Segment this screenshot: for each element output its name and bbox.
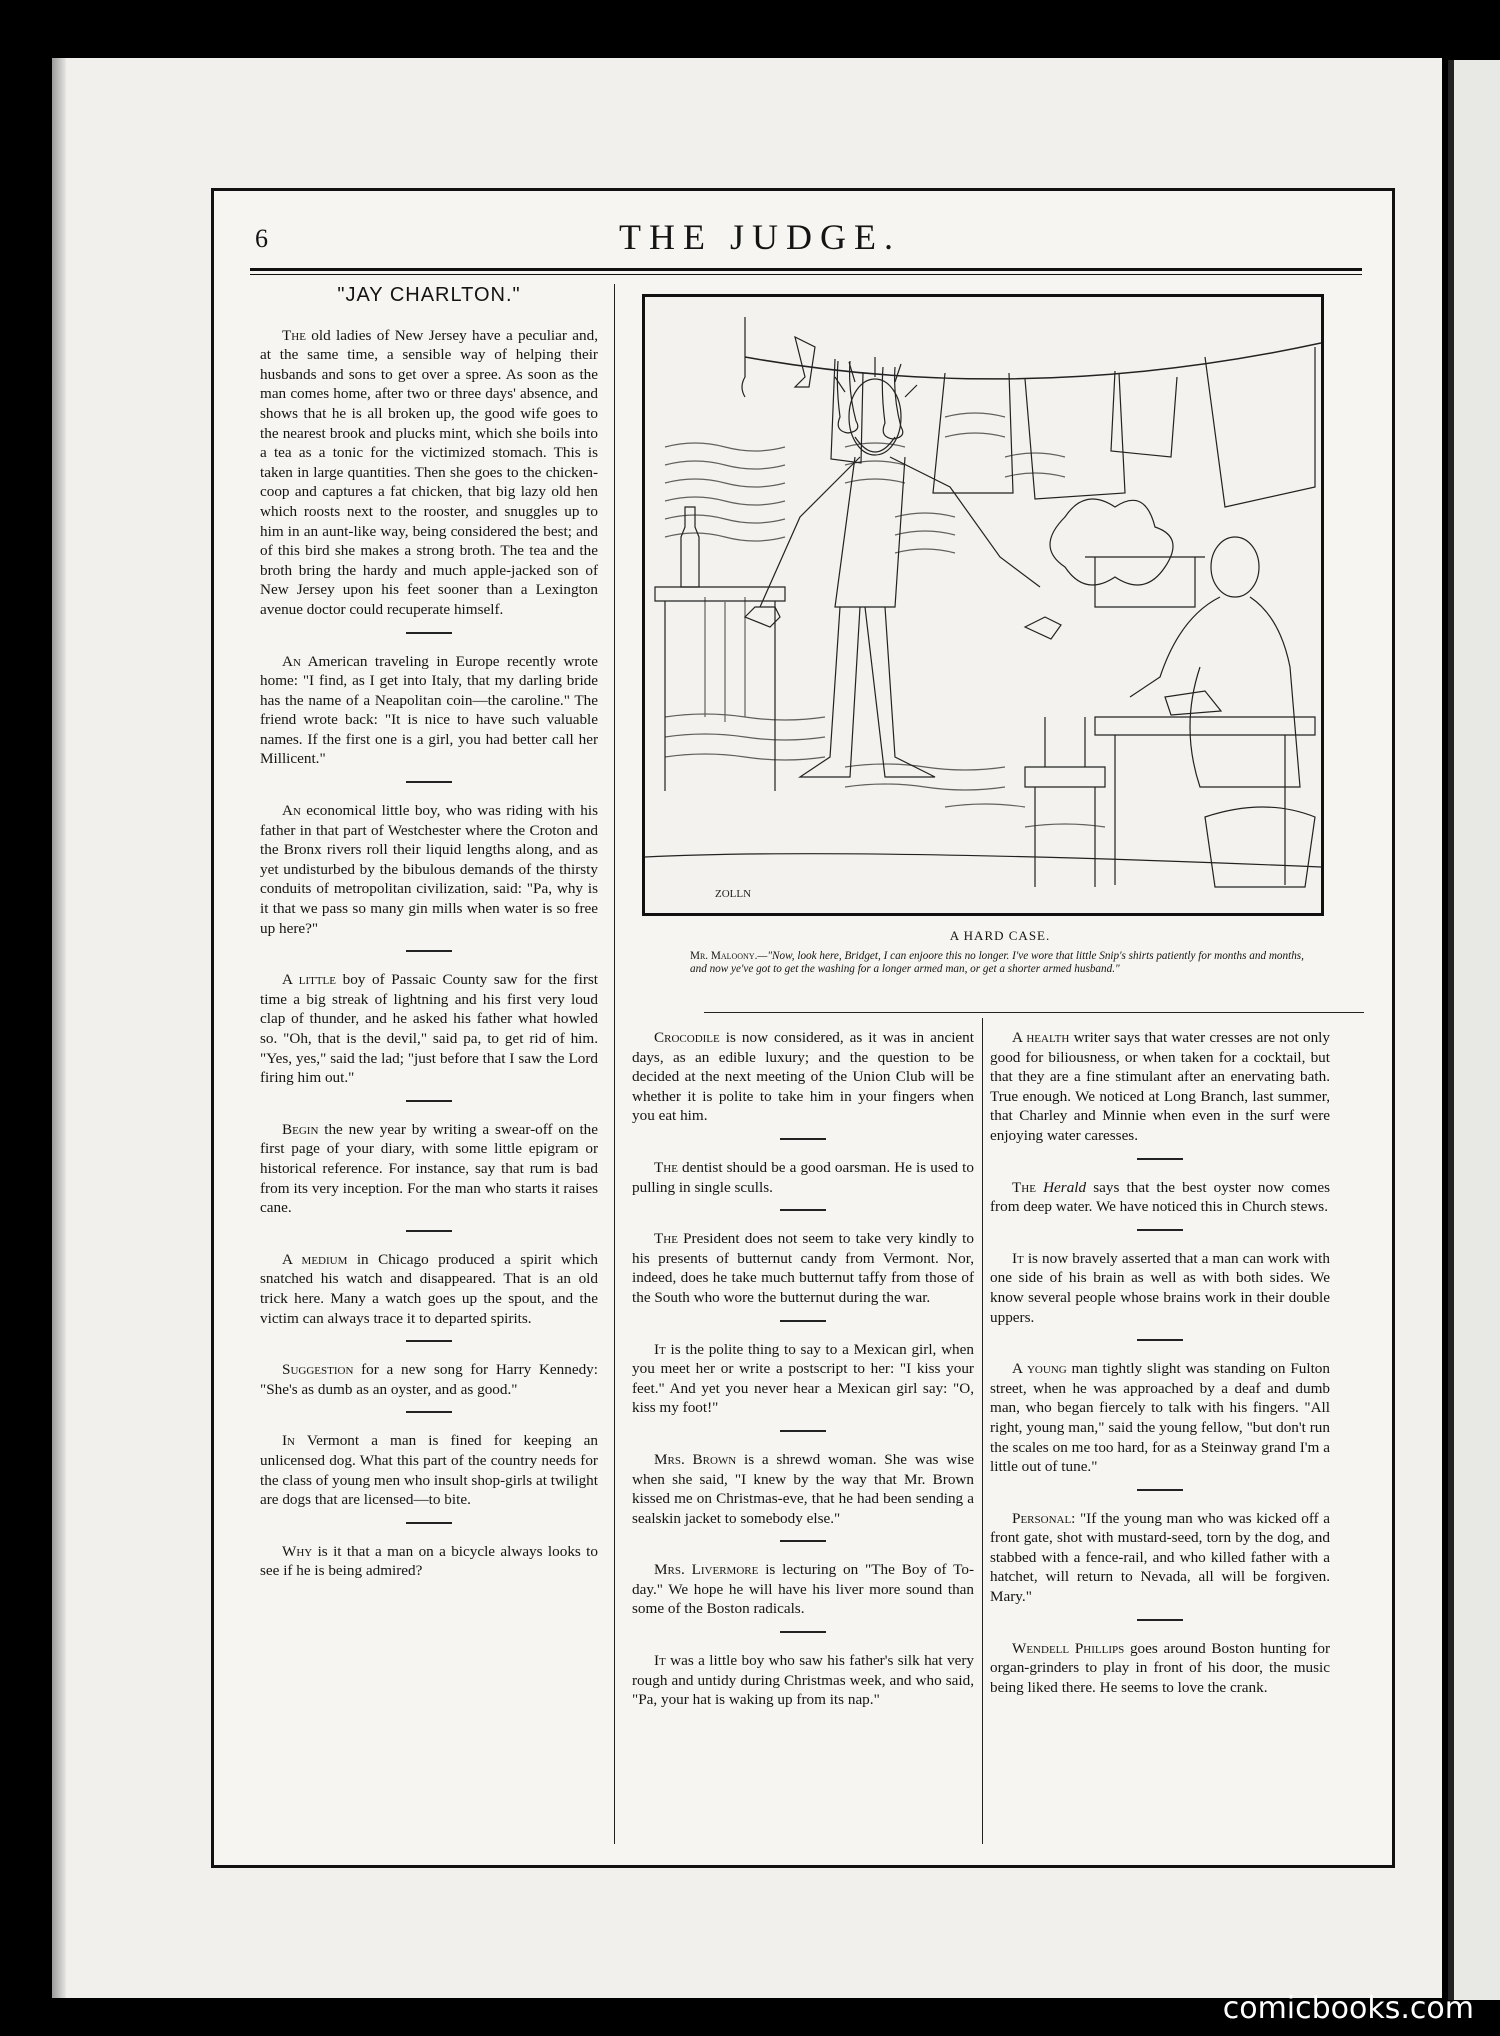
column-1-items bbox=[260, 326, 598, 1581]
article-lead-word: An bbox=[282, 802, 301, 820]
article-text: is lecturing on "The Boy of To-day." We hope he will have his liver more sound than some of the Boston radicals. bbox=[632, 1561, 975, 1618]
article-paragraph bbox=[260, 652, 598, 770]
article-text: writer says that water cresses are not only good for biliousness, or when taken for a cocktail, but that they are a fine stimulant after an enervating bath. True enough. We noticed at Long Branch, last summer, that Charley and Minnie when even in the surf were enjoying water caresses. bbox=[990, 1029, 1330, 1144]
article-paragraph bbox=[990, 1639, 1330, 1698]
article-paragraph bbox=[632, 1340, 974, 1418]
article-italic: Herald bbox=[1043, 1178, 1087, 1196]
article-lead-word: In bbox=[282, 1432, 296, 1450]
cartoon-title: A HARD CASE. bbox=[949, 928, 1051, 943]
article-separator bbox=[406, 632, 452, 634]
masthead-rule bbox=[250, 268, 1362, 271]
article-separator bbox=[1137, 1339, 1183, 1341]
article-separator bbox=[406, 781, 452, 783]
article-paragraph bbox=[632, 1028, 974, 1126]
column-divider-left bbox=[614, 284, 615, 1844]
article-separator bbox=[780, 1320, 826, 1322]
caption-speaker: Mr. Maloony. bbox=[690, 950, 758, 962]
article-lead-word: Personal: bbox=[1012, 1509, 1076, 1527]
article-separator bbox=[406, 1340, 452, 1342]
article-paragraph bbox=[260, 1120, 598, 1218]
article-text: Vermont a man is fined for keeping an unlicensed dog. What this part of the country needs for the class of young men who insult shop-girls at twilight are dogs that are licensed—to bite. bbox=[260, 1432, 598, 1509]
article-text: is a shrewd woman. She was wise when she said, "I knew by the way that Mr. Brown kissed me on Christmas-eve, that he had been sending a sealskin jacket to somebody else." bbox=[632, 1450, 974, 1527]
article-lead-word: A health bbox=[1012, 1029, 1070, 1046]
column-2 bbox=[632, 1028, 974, 1710]
article-lead-word: The bbox=[654, 1230, 678, 1248]
page-number: 6 bbox=[255, 224, 268, 253]
column-3-items bbox=[990, 1028, 1330, 1697]
article-lead-word: A young bbox=[1012, 1360, 1067, 1378]
article-paragraph bbox=[990, 1359, 1330, 1477]
article-separator bbox=[406, 1100, 452, 1102]
masthead-rule-thin bbox=[250, 274, 1362, 275]
article-lead-word: It bbox=[654, 1652, 666, 1670]
article-lead-word: Crocodile bbox=[654, 1029, 720, 1046]
article-lead-word: It bbox=[1012, 1249, 1024, 1267]
article-lead-word: The bbox=[1012, 1178, 1036, 1196]
article-text: for a new song for Harry Kennedy: "She's as dumb as an oyster, and as good." bbox=[260, 1361, 598, 1398]
article-text: dentist should be a good oarsman. He is used to pulling in single sculls. bbox=[632, 1158, 974, 1196]
article-text: is now bravely asserted that a man can work with one side of his brain as well as with both sides. We know several people whose brains work in their double uppers. bbox=[990, 1249, 1330, 1326]
article-lead-word: The bbox=[654, 1158, 678, 1176]
column-divider-right bbox=[982, 1018, 983, 1844]
article-paragraph bbox=[260, 801, 598, 938]
article-separator bbox=[780, 1430, 826, 1432]
article-text: is now considered, as it was in ancient days, as an edible luxury; and the question to be decided at the next meeting of the Union Club will be whether it is polite to take him in your fingers when you eat him. bbox=[632, 1029, 974, 1125]
article-lead-word: It bbox=[654, 1340, 666, 1358]
article-text: is it that a man on a bicycle always looks to see if he is being admired? bbox=[260, 1542, 598, 1580]
article-separator bbox=[1137, 1489, 1183, 1491]
article-text: in Chicago produced a spirit which snatched his watch and disappeared. That is an old trick here. Many a watch goes up the spout, and the victim can always trace it to departed spirits. bbox=[260, 1250, 599, 1327]
article-lead-word: Suggestion bbox=[282, 1361, 354, 1379]
article-lead-word: Why bbox=[282, 1542, 313, 1560]
article-separator bbox=[406, 1522, 452, 1524]
article-text: is the polite thing to say to a Mexican girl, when you meet her or write a postscript to her: "I kiss your feet." And yet you never hear a Mexican girl say: "O, kiss my foot!" bbox=[632, 1340, 974, 1417]
binding-shadow bbox=[52, 58, 66, 1998]
next-page-edge bbox=[1448, 60, 1500, 2000]
cartoon-illustration bbox=[642, 294, 1324, 916]
article-paragraph bbox=[260, 1542, 598, 1581]
article-text: President does not seem to take very kindly to his presents of butternut candy from Vermont. Nor, indeed, does he take much butternut taffy from those of the South who wore the butternut during the war. bbox=[632, 1230, 974, 1306]
article-paragraph bbox=[260, 1431, 598, 1509]
article-text: goes around Boston hunting for organ-grinders to play in front of his door, the music being liked there. He seems to love the crank. bbox=[990, 1639, 1330, 1696]
column-title: "JAY CHARLTON." bbox=[337, 284, 521, 306]
column-1 bbox=[260, 286, 598, 1581]
article-text: says that the best oyster now comes from deep water. We have noticed this in Church stews. bbox=[990, 1178, 1330, 1216]
article-text: was a little boy who saw his father's silk hat very rough and untidy during Christmas week, and who said, "Pa, your hat is waking up from its nap." bbox=[632, 1652, 974, 1709]
article-paragraph bbox=[260, 1360, 598, 1399]
article-separator bbox=[780, 1540, 826, 1542]
article-lead-word: A medium bbox=[282, 1250, 348, 1268]
column-3 bbox=[990, 1028, 1330, 1697]
cartoon-caption bbox=[690, 950, 1320, 976]
article-paragraph bbox=[260, 1250, 598, 1328]
cartoon-signature: ZOLLN bbox=[715, 888, 752, 900]
article-lead-word: Wendell Phillips bbox=[1012, 1639, 1125, 1657]
article-paragraph bbox=[632, 1651, 974, 1710]
article-lead-word: An bbox=[282, 652, 301, 670]
article-separator bbox=[406, 950, 452, 952]
article-paragraph bbox=[990, 1028, 1330, 1146]
article-paragraph bbox=[632, 1229, 974, 1307]
article-separator bbox=[1137, 1158, 1183, 1160]
article-lead-word: Mrs. Brown bbox=[654, 1450, 737, 1468]
article-separator bbox=[1137, 1619, 1183, 1621]
article-separator bbox=[406, 1411, 452, 1413]
article-text: economical little boy, who was riding with his father in that part of Westchester where the Croton and the Bronx rivers roll their liquid lengths along, and as yet undisturbed by the bibulous demands of the thirsty conduits of metropolitan civilization, said: "Pa, why is it that we pass so many gin mills when water is so free up here?" bbox=[260, 802, 598, 937]
article-separator bbox=[406, 1230, 452, 1232]
article-paragraph bbox=[632, 1560, 974, 1619]
article-text: man tightly slight was standing on Fulton street, when he was approached by a deaf and dumb man, who began fiercely to talk with his fingers. "All right, young man," said the young fellow, "but don't run the scales on me too hard, for as a Steinway grand I'm a little out of tune." bbox=[990, 1360, 1330, 1476]
article-paragraph bbox=[260, 970, 598, 1088]
caption-quote: —"Now, look here, Bridget, I can enjoore this no longer. I've wore that little Snip's shirts patiently for months and months, and now ye've got to get the washing for a longer armed man, or get a shorter armed husband." bbox=[690, 950, 1304, 975]
article-paragraph bbox=[990, 1178, 1330, 1217]
cartoon-bottom-rule bbox=[704, 1012, 1364, 1013]
masthead: THE JUDGE. bbox=[619, 217, 901, 257]
article-paragraph bbox=[990, 1249, 1330, 1327]
article-text: American traveling in Europe recently wrote home: "I find, as I get into Italy, that my darling bride has the name of a Neapolitan coin—the caroline." The friend wrote back: "It is nice to have such valuable names. If the first one is a girl, you had better call her Millicent." bbox=[260, 652, 598, 768]
article-text: the new year by writing a swear-off on the first page of your diary, with some little epigram or historical reference. For instance, say that rum is bad from its very inception. For the man who starts it raises cane. bbox=[260, 1120, 598, 1217]
watermark-text: comicbooks.com bbox=[1222, 1991, 1474, 2026]
column-2-items bbox=[632, 1028, 974, 1710]
article-paragraph bbox=[632, 1450, 974, 1528]
article-separator bbox=[780, 1209, 826, 1211]
article-text: boy of Passaic County saw for the first time a big streak of lightning and his first very loud clap of thunder, and he asked his father what howled so. "Oh, that is the devil," said pa, to get rid of him. "Yes, yes," said the lad; "just before that I saw the Lord firing him out." bbox=[260, 971, 599, 1087]
article-separator bbox=[1137, 1229, 1183, 1231]
article-lead-word: The bbox=[282, 326, 306, 344]
article-paragraph bbox=[260, 326, 598, 620]
article-lead-word: Mrs. Livermore bbox=[654, 1561, 759, 1579]
article-lead-word: Begin bbox=[282, 1120, 319, 1138]
article-paragraph bbox=[990, 1509, 1330, 1607]
article-text: "If the young man who was kicked off a front gate, shot with mustard-seed, torn by the dog, and stabbed with a fence-rail, and who killed father with a hatchet, will return to Nevada, all will be forgiven. Mary." bbox=[990, 1509, 1330, 1606]
article-paragraph bbox=[632, 1158, 974, 1197]
article-lead-word: A little bbox=[282, 971, 336, 989]
article-separator bbox=[780, 1138, 826, 1140]
article-separator bbox=[780, 1631, 826, 1633]
article-text: old ladies of New Jersey have a peculiar and, at the same time, a sensible way of helping their husbands and sons to get over a spree. As soon as the man comes home, after two or three days' absence, and shows that he is all broken up, the good wife goes to the nearest brook and plucks mint, which she boils into a tea as a tonic for the victimized stomach. This is taken in large quantities. Then she goes to the chicken-coop and captures a fat chicken, that big lazy old hen which roosts next to the rooster, and snuggles up to him in an aunt-like way, being considered the best; and of this bird she makes a strong broth. The tea and the broth bring the hardy and much apple-jacked son of New Jersey upon his feet sooner than a Lexington avenue doctor could recuperate himself. bbox=[260, 326, 598, 618]
